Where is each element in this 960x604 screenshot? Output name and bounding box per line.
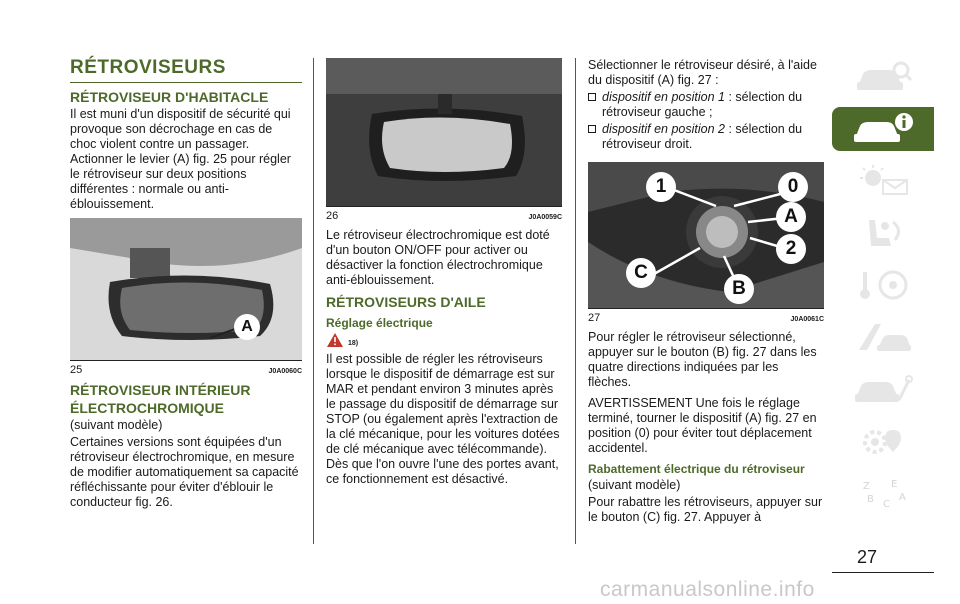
svg-text:A: A [899,492,906,503]
tab-gear-map[interactable] [832,419,934,463]
paragraph-fold-model: (suivant modèle) [588,478,681,492]
warning-triangle-icon [326,332,344,348]
bullet-position-2 [588,122,824,158]
column-2 [326,58,562,493]
figure-27-label-c: C [626,258,656,288]
tab-car-wrench[interactable] [832,367,934,411]
figure-27-label-1: 1 [646,172,676,202]
tab-seat-airbag[interactable] [832,211,934,255]
figure-27-code: J0A0061C [790,316,824,323]
svg-text:B: B [867,494,874,505]
column-1 [70,58,302,516]
bullet-1-text: : sélection du rétroviseur gauche ; [602,90,803,119]
bullet-square-icon [588,93,596,101]
road-car-icon [853,320,913,354]
figure-27 [588,162,824,308]
tab-steering-key[interactable] [832,263,934,307]
figure-27-caption [588,308,824,324]
title-rule [70,82,302,83]
bullet-position-1 [588,90,824,122]
section-title: RÉTROVISEURS [70,57,226,78]
warning-ref-number: 18) [348,340,359,347]
figure-25 [70,218,302,360]
paragraph-interior: Il est muni d'un dispositif de sécurité qui provoque son décrochage en cas de choc violent contre un passager. Actionner le levier (A) fig. 25 pour régler le rétroviseur sur deux positions différentes : normale ou anti-éblouissement. [70,107,291,211]
paragraph-electric-adjust: Il est possible de régler les rétroviseurs lorsque le dispositif de démarrage est sur MAR et pendant environ 3 minutes après le passage du dispositif de démarrage sur STOP (ou également après l'extraction de la clé mécanique, pour les voitures dotées de clé mécanique avec télécommande). Dès que l'on ouvre l'une des portes avant, ce fonctionnement est désactivé. [326,352,560,486]
tab-alphabet-index[interactable] [832,471,934,515]
paragraph-select-mirror: Sélectionner le rétroviseur désiré, à l'aide du dispositif (A) fig. 27 : [588,58,817,87]
bullet-square-icon [588,125,596,133]
paragraph-adjust-button: Pour régler le rétroviseur sélectionné, appuyer sur le bouton (B) fig. 27 dans les quatre directions indiquées par les flèches. [588,330,817,389]
warning-lights-icon [853,164,913,198]
tab-road-car[interactable] [832,315,934,359]
figure-27-label-0: 0 [778,172,808,202]
svg-text:Z: Z [863,481,870,492]
paragraph-model-note: (suivant modèle) [70,418,163,432]
figure-26-number: 26 [326,210,339,222]
heading-electric-fold: Rabattement électrique du rétroviseur [588,462,805,476]
figure-27-label-2: 2 [776,234,806,264]
paragraph-fold: Pour rabattre les rétroviseurs, appuyer sur le bouton (C) fig. 27. Appuyer à [588,495,823,524]
svg-text:C: C [883,499,890,510]
column-3 [588,58,824,531]
figure-25-caption [70,360,302,376]
column-divider-1 [313,58,314,544]
page-number-rule [832,572,934,573]
figure-27-label-a: A [776,202,806,232]
car-wrench-icon [853,372,913,406]
mirror-photo-25 [70,218,302,360]
figure-25-number: 25 [70,364,83,376]
car-search-icon [853,60,913,94]
column-divider-2 [575,58,576,544]
figure-27-label-b: B [724,274,754,304]
heading-electrochromic-2: ÉLECTROCHROMIQUE [70,400,224,416]
tab-car-info[interactable] [832,107,934,151]
paragraph-electrochromic: Certaines versions sont équipées d'un rétroviseur électrochromique, en mesure de modifier automatiquement sa capacité réfléchissante pour éviter d'éblouir le conducteur fig. 26. [70,435,299,509]
bullet-1-emphasis: dispositif en position 1 [602,90,725,104]
figure-26-code: J0A0059C [528,214,562,221]
figure-25-code: J0A0060C [268,368,302,375]
paragraph-on-off: Le rétroviseur électrochromique est doté d'un bouton ON/OFF pour activer ou désactiver la fonction électrochromique anti-éblouissement. [326,228,550,287]
heading-electrochromic-1: RÉTROVISEUR INTÉRIEUR [70,382,251,398]
tab-warning-lights[interactable] [832,159,934,203]
heading-electric-adjust: Réglage électrique [326,316,433,330]
chapter-tabs [832,55,934,523]
alphabet-index-icon [853,476,913,510]
steering-key-icon [853,268,913,302]
paragraph-warning: AVERTISSEMENT Une fois le réglage terminé, tourner le dispositif (A) fig. 27 en position (0) pour éviter tout déplacement accidentel. [588,396,817,455]
svg-text:E: E [891,479,898,490]
warning-ref [326,332,562,348]
page-number: 27 [857,547,878,567]
mirror-photo-26 [326,58,562,206]
heading-wing-mirrors: RÉTROVISEURS D'AILE [326,294,486,310]
car-info-icon [850,112,916,146]
figure-26-caption [326,206,562,222]
heading-interior-mirror: RÉTROVISEUR D'HABITACLE [70,89,269,105]
bullet-2-text: : sélection du rétroviseur droit. [602,122,803,151]
bullet-2-emphasis: dispositif en position 2 [602,122,725,136]
seat-airbag-icon [853,216,913,250]
figure-25-label-a: A [234,314,260,340]
watermark: carmanualsonline.info [600,578,815,601]
tab-car-search[interactable] [832,55,934,99]
figure-27-number: 27 [588,312,601,324]
figure-26 [326,58,562,206]
gear-map-icon [853,424,913,458]
